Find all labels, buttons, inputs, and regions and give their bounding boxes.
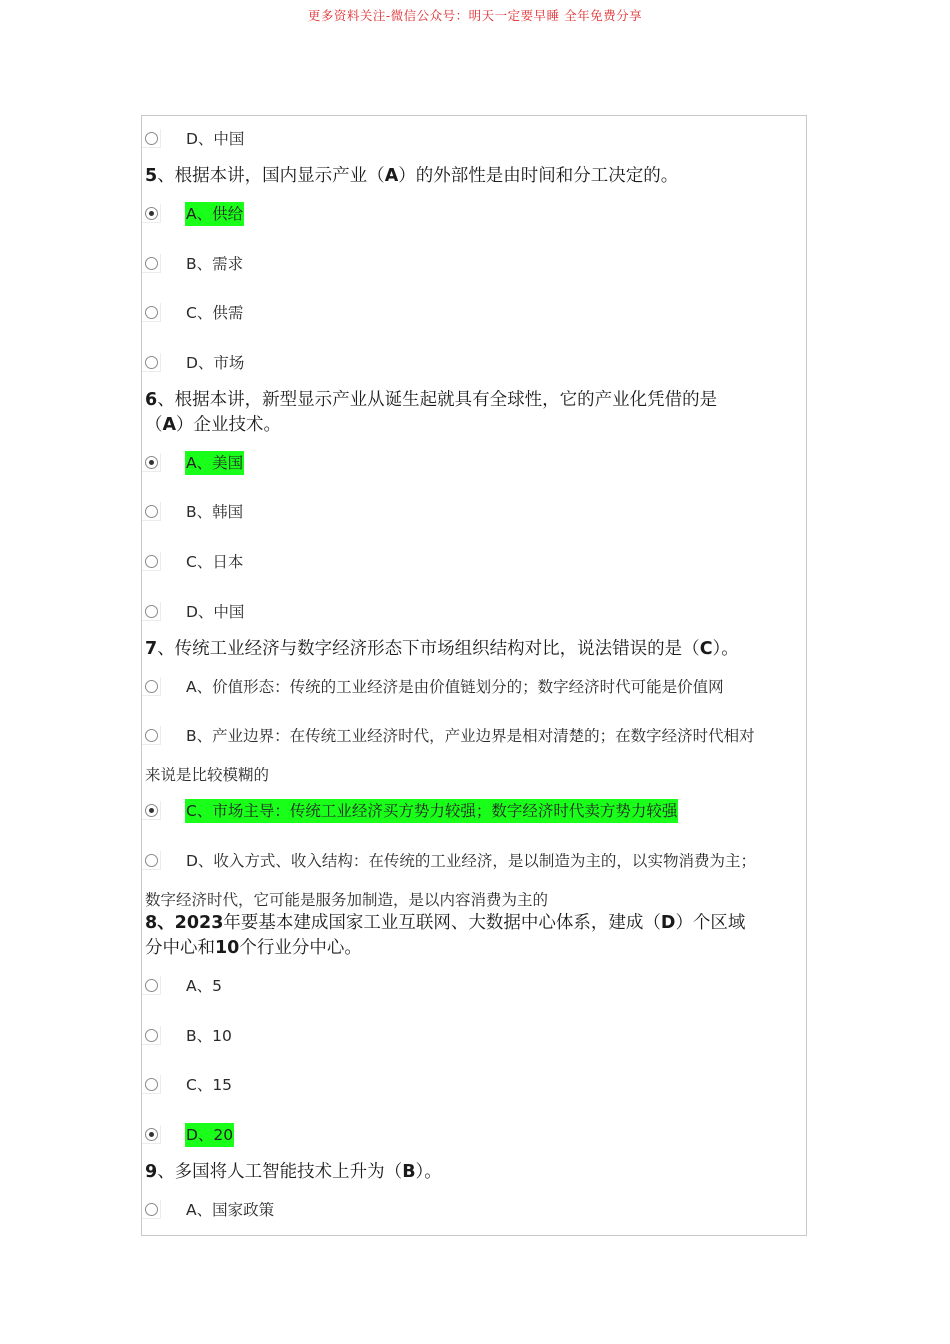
q6-option-c[interactable] — [145, 550, 803, 574]
q6-option-d[interactable] — [145, 600, 803, 624]
q7-option-d-continuation: 数字经济时代，它可能是服务加制造，是以内容消费为主的 — [145, 891, 549, 909]
option-label: C、15 — [186, 1076, 233, 1094]
q8-option-a[interactable] — [145, 974, 803, 998]
q5-option-b[interactable] — [145, 252, 803, 276]
question-8: 8、2023年要基本建成国家工业互联网、大数据中心体系，建成（D）个区域 分中心和10个行业分中心。 — [145, 913, 746, 958]
option-label: C、日本 — [186, 553, 244, 571]
q5-option-a[interactable] — [145, 202, 803, 226]
q6-option-b[interactable] — [145, 500, 803, 524]
q8-option-b[interactable] — [145, 1024, 803, 1048]
q7-option-a[interactable] — [145, 675, 803, 699]
q7-option-c[interactable] — [145, 799, 803, 823]
radio-checked-icon[interactable] — [145, 207, 158, 220]
radio-icon[interactable] — [145, 505, 158, 518]
option-label: A、美国 — [185, 451, 244, 475]
option-label: A、国家政策 — [186, 1201, 275, 1219]
radio-icon[interactable] — [145, 132, 158, 145]
radio-icon[interactable] — [145, 979, 158, 992]
q8-option-d[interactable] — [145, 1123, 803, 1147]
q5-option-d[interactable] — [145, 351, 803, 375]
q9-option-a[interactable] — [145, 1198, 803, 1222]
radio-icon[interactable] — [145, 555, 158, 568]
radio-icon[interactable] — [145, 729, 158, 742]
prev-option-d[interactable] — [145, 127, 803, 151]
option-label: A、价值形态：传统的工业经济是由价值链划分的；数字经济时代可能是价值网 — [186, 678, 724, 696]
question-6: 6、根据本讲，新型显示产业从诞生起就具有全球性，它的产业化凭借的是 （A）企业技术。 — [145, 390, 718, 435]
radio-icon[interactable] — [145, 1203, 158, 1216]
option-label: C、市场主导：传统工业经济买方势力较强；数字经济时代卖方势力较强 — [185, 799, 678, 823]
option-label: B、韩国 — [186, 503, 244, 521]
q5-option-c[interactable] — [145, 301, 803, 325]
question-9: 9、多国将人工智能技术上升为（B）。 — [145, 1162, 442, 1182]
option-label: D、中国 — [186, 130, 245, 148]
q7-option-b[interactable] — [145, 724, 803, 748]
q6-option-a[interactable] — [145, 451, 803, 475]
radio-checked-icon[interactable] — [145, 804, 158, 817]
q8-option-c[interactable] — [145, 1073, 803, 1097]
option-label: C、供需 — [186, 304, 244, 322]
option-label: B、产业边界：在传统工业经济时代，产业边界是相对清楚的；在数字经济时代相对 — [186, 727, 755, 745]
radio-icon[interactable] — [145, 605, 158, 618]
radio-checked-icon[interactable] — [145, 456, 158, 469]
question-5: 5、根据本讲，国内显示产业（A）的外部性是由时间和分工决定的。 — [145, 166, 679, 186]
header-banner: 更多资料关注-微信公众号：明天一定要早睡 全年免费分享 — [307, 8, 643, 23]
question-7: 7、传统工业经济与数字经济形态下市场组织结构对比，说法错误的是（C）。 — [145, 639, 739, 659]
option-label: B、10 — [186, 1027, 232, 1045]
radio-icon[interactable] — [145, 1078, 158, 1091]
option-label: D、20 — [185, 1123, 234, 1147]
radio-checked-icon[interactable] — [145, 1128, 158, 1141]
option-label: B、需求 — [186, 255, 244, 273]
radio-icon[interactable] — [145, 854, 158, 867]
radio-icon[interactable] — [145, 356, 158, 369]
option-label: A、5 — [186, 977, 222, 995]
q7-option-b-continuation: 来说是比较模糊的 — [145, 766, 270, 784]
option-label: D、收入方式、收入结构：在传统的工业经济，是以制造为主的，以实物消费为主； — [186, 852, 756, 870]
q7-option-d[interactable] — [145, 849, 803, 873]
option-label: D、中国 — [186, 603, 245, 621]
radio-icon[interactable] — [145, 1029, 158, 1042]
radio-icon[interactable] — [145, 680, 158, 693]
option-label: D、市场 — [186, 354, 245, 372]
radio-icon[interactable] — [145, 257, 158, 270]
radio-icon[interactable] — [145, 306, 158, 319]
option-label: A、供给 — [185, 202, 244, 226]
